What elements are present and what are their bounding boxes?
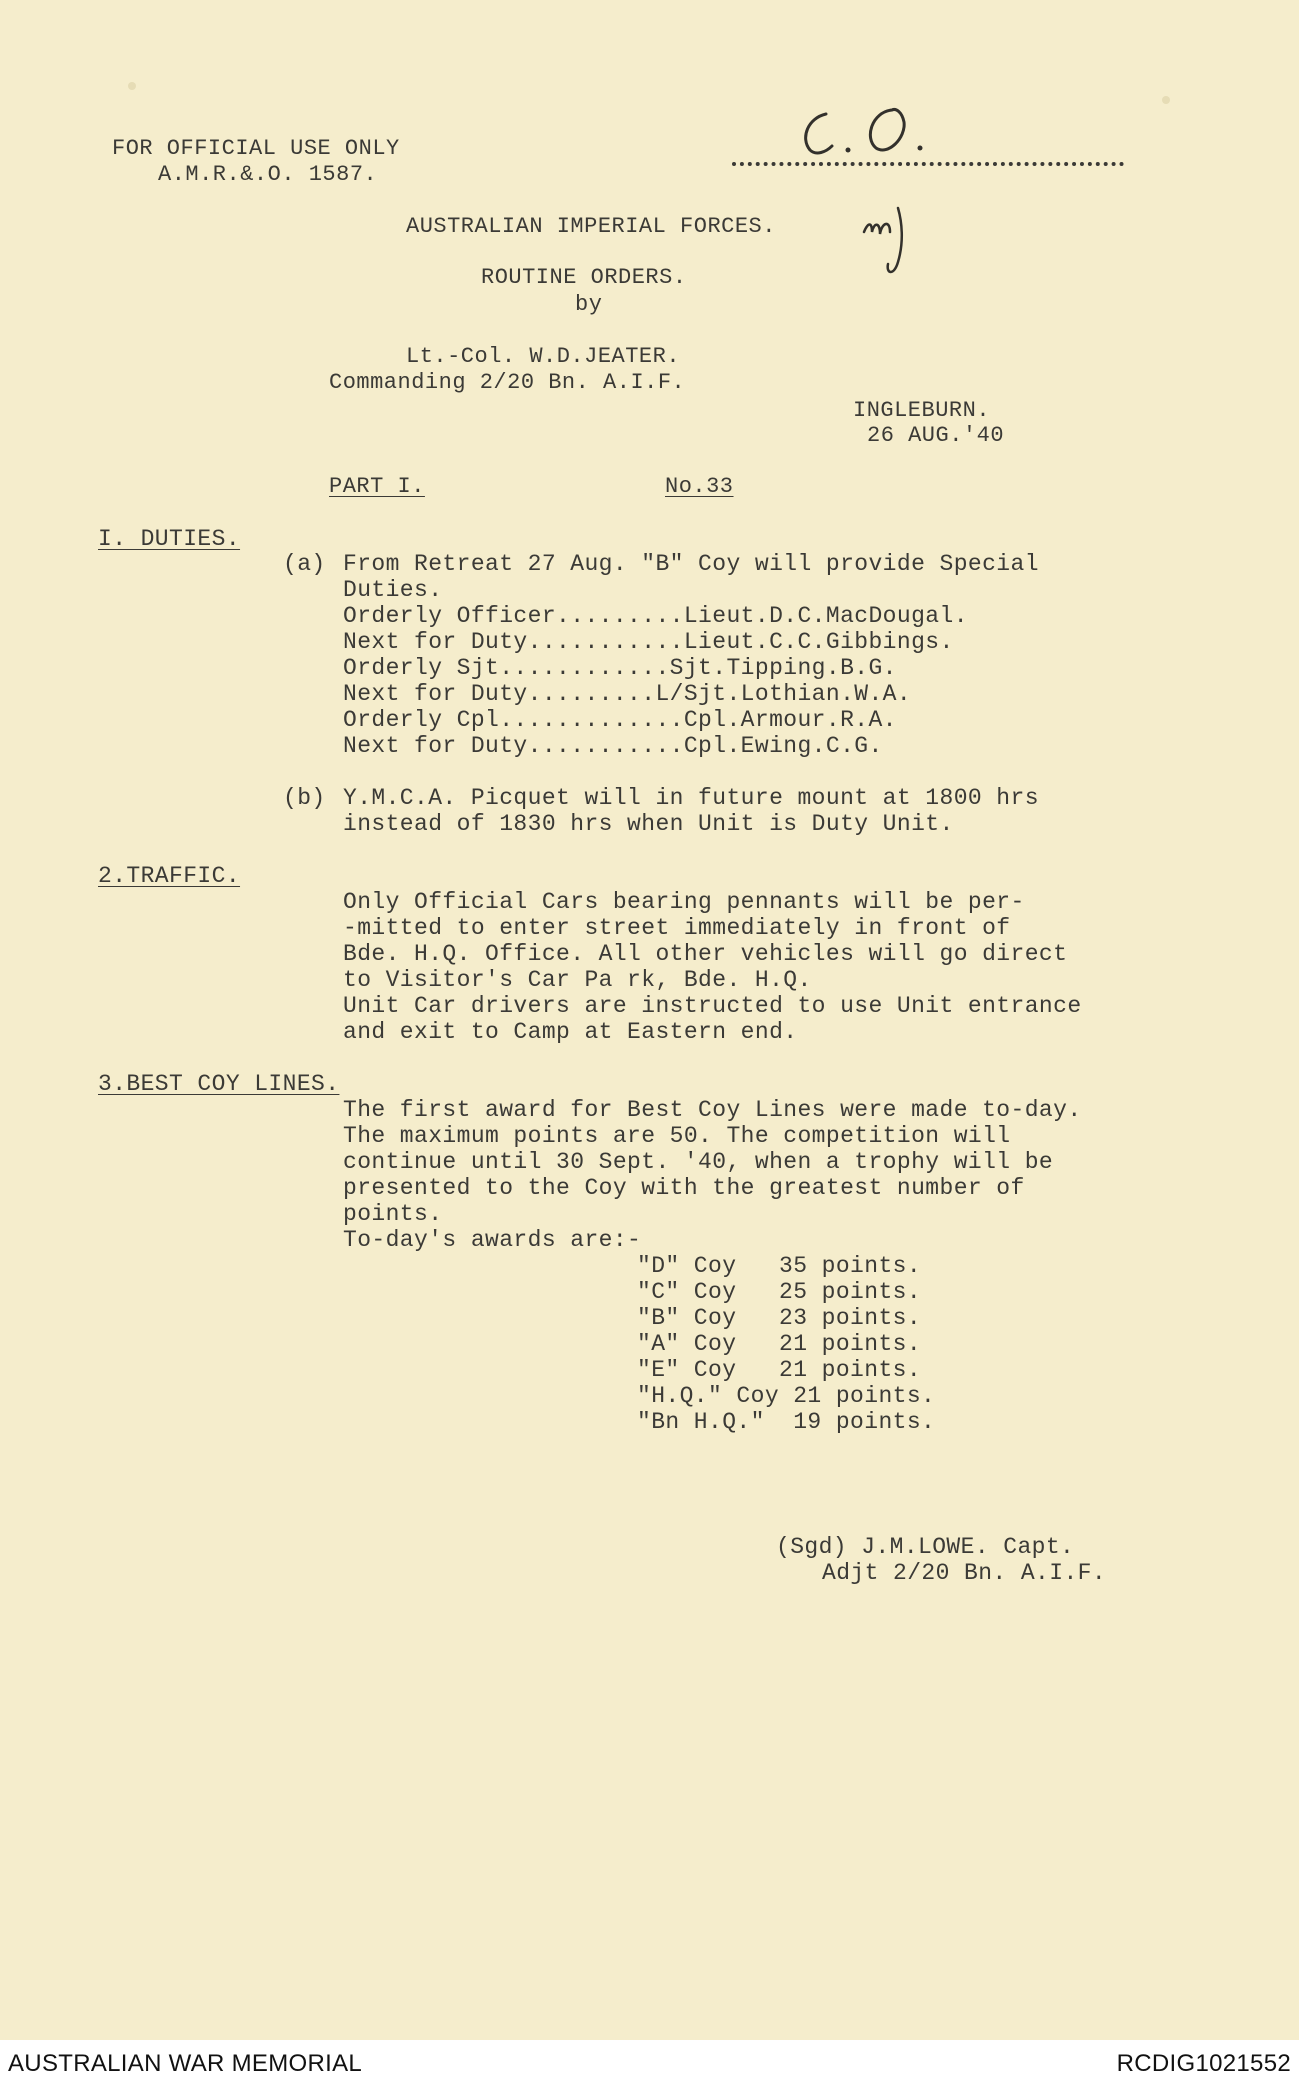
duties-item-b-label: (b) — [283, 785, 326, 811]
handwritten-initials-text: MJ — [858, 202, 860, 203]
signature-line: (Sgd) J.M.LOWE. Capt. — [776, 1534, 1075, 1560]
footer-record-id: RCDIG1021552 — [1116, 2050, 1291, 2077]
date: 26 AUG.'40 — [867, 423, 1005, 448]
award-row: "A" Coy 21 points. — [637, 1331, 922, 1357]
duties-item-a-text: Duties. — [343, 577, 443, 603]
duties-item-b-text: instead of 1830 hrs when Unit is Duty Unit. — [343, 811, 954, 837]
order-number: No.33 — [665, 474, 734, 499]
best-coy-text-line: The maximum points are 50. The competition will — [343, 1123, 1011, 1149]
section-duties-heading: I. DUTIES. — [98, 526, 241, 552]
award-row: "E" Coy 21 points. — [637, 1357, 922, 1383]
award-row: "D" Coy 35 points. — [637, 1253, 922, 1279]
duties-item-b-text: Y.M.C.A. Picquet will in future mount at 1800 hrs — [343, 785, 1039, 811]
duty-roster-row: Next for Duty...........Cpl.Ewing.C.G. — [343, 733, 883, 759]
classification-label: FOR OFFICIAL USE ONLY — [112, 136, 400, 161]
footer-archive-name: AUSTRALIAN WAR MEMORIAL — [8, 2050, 363, 2077]
traffic-text-line: Bde. H.Q. Office. All other vehicles will go direct — [343, 941, 1068, 967]
handwritten-co-mark — [780, 94, 950, 164]
signature-appointment: Adjt 2/20 Bn. A.I.F. — [822, 1560, 1107, 1586]
best-coy-text-line: To-day's awards are:- — [343, 1227, 642, 1253]
handwritten-initials-mark — [858, 202, 918, 282]
best-coy-text-line: continue until 30 Sept. '40, when a trophy will be — [343, 1149, 1054, 1175]
traffic-text-line: -mitted to enter street immediately in front of — [343, 915, 1011, 941]
award-row: "Bn H.Q." 19 points. — [637, 1409, 936, 1435]
best-coy-text-line: presented to the Coy with the greatest number of — [343, 1175, 1025, 1201]
best-coy-text-line: The first award for Best Coy Lines were made to-day. — [343, 1097, 1082, 1123]
reference-number: A.M.R.&.O. 1587. — [158, 162, 378, 187]
duty-roster-row: Next for Duty...........Lieut.C.C.Gibbings. — [343, 629, 954, 655]
traffic-text-line: Only Official Cars bearing pennants will be per- — [343, 889, 1025, 915]
place: INGLEBURN. — [853, 398, 991, 423]
title-organisation: AUSTRALIAN IMPERIAL FORCES. — [406, 214, 776, 239]
title-command: Commanding 2/20 Bn. A.I.F. — [329, 370, 686, 395]
part-heading: PART I. — [329, 474, 425, 499]
pin-hole — [1162, 96, 1170, 104]
award-row: "H.Q." Coy 21 points. — [637, 1383, 936, 1409]
duty-roster-row: Orderly Sjt............Sjt.Tipping.B.G. — [343, 655, 897, 681]
handwritten-co-text: C.O. — [780, 94, 783, 95]
duties-item-a-text: From Retreat 27 Aug. "B" Coy will provide Special — [343, 551, 1039, 577]
duties-item-a-label: (a) — [283, 551, 326, 577]
award-row: "B" Coy 23 points. — [637, 1305, 922, 1331]
section-traffic-heading: 2.TRAFFIC. — [98, 863, 241, 889]
duty-roster-row: Orderly Cpl.............Cpl.Armour.R.A. — [343, 707, 897, 733]
section-best-coy-heading: 3.BEST COY LINES. — [98, 1071, 340, 1097]
award-row: "C" Coy 25 points. — [637, 1279, 922, 1305]
title-document-type: ROUTINE ORDERS. — [481, 265, 687, 290]
traffic-text-line: to Visitor's Car Pa rk, Bde. H.Q. — [343, 967, 812, 993]
traffic-text-line: and exit to Camp at Eastern end. — [343, 1019, 798, 1045]
title-by: by — [575, 292, 603, 317]
best-coy-text-line: points. — [343, 1201, 443, 1227]
duty-roster-row: Orderly Officer.........Lieut.D.C.MacDougal. — [343, 603, 968, 629]
duty-roster-row: Next for Duty.........L/Sjt.Lothian.W.A. — [343, 681, 912, 707]
traffic-text-line: Unit Car drivers are instructed to use Unit entrance — [343, 993, 1082, 1019]
title-commander: Lt.-Col. W.D.JEATER. — [406, 344, 681, 369]
pin-hole — [128, 82, 136, 90]
